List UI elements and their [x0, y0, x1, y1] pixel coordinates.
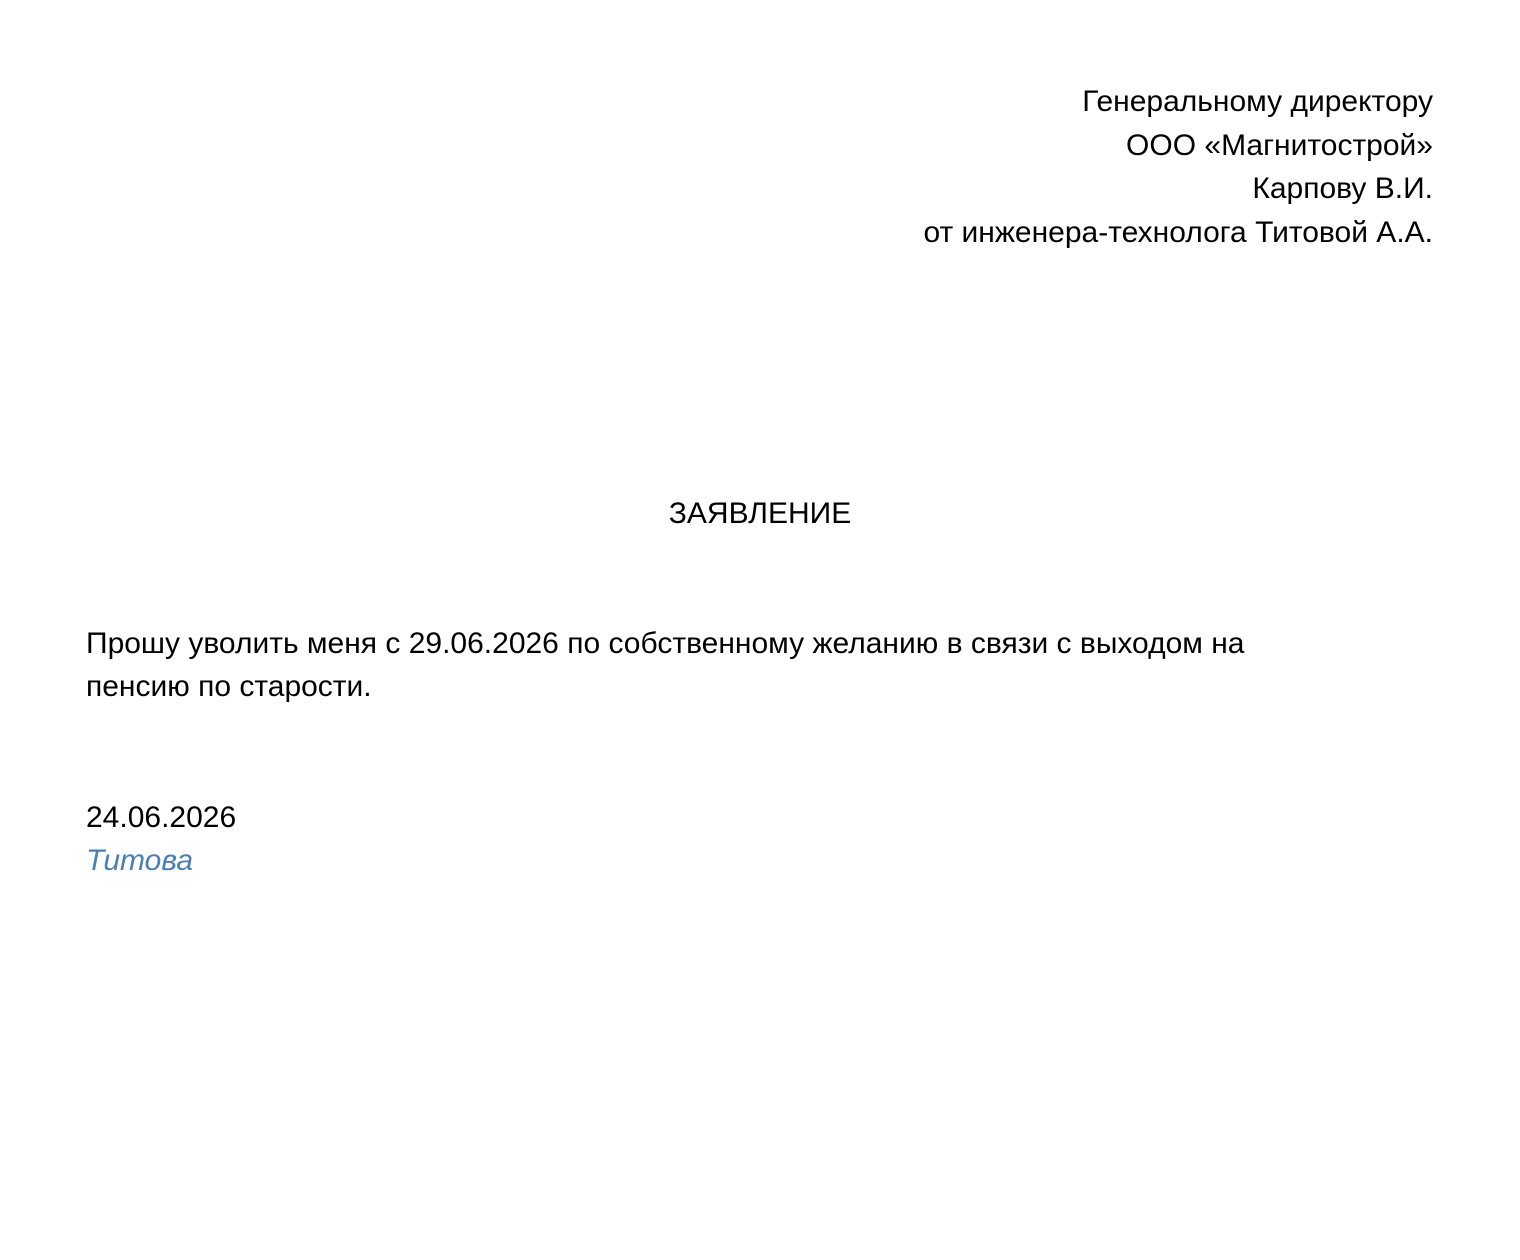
addressee-block	[923, 80, 1433, 254]
addressee-company: ООО «Магнитострой»	[1126, 128, 1433, 162]
signature: Титова	[86, 844, 194, 877]
document-date: 24.06.2026	[86, 801, 237, 834]
body-text-line-2: пенсию по старости.	[86, 670, 372, 703]
document-title: ЗАЯВЛЕНИЕ	[668, 497, 852, 530]
addressee-name: Карпову В.И.	[1252, 172, 1433, 205]
sender-line: от инженера-технолога Титовой А.А.	[923, 215, 1433, 249]
addressee-position: Генеральному директору	[1082, 85, 1433, 118]
body-text-line-1: Прошу уволить меня с 29.06.2026 по собственному желанию в связи с выходом на	[86, 627, 1245, 660]
